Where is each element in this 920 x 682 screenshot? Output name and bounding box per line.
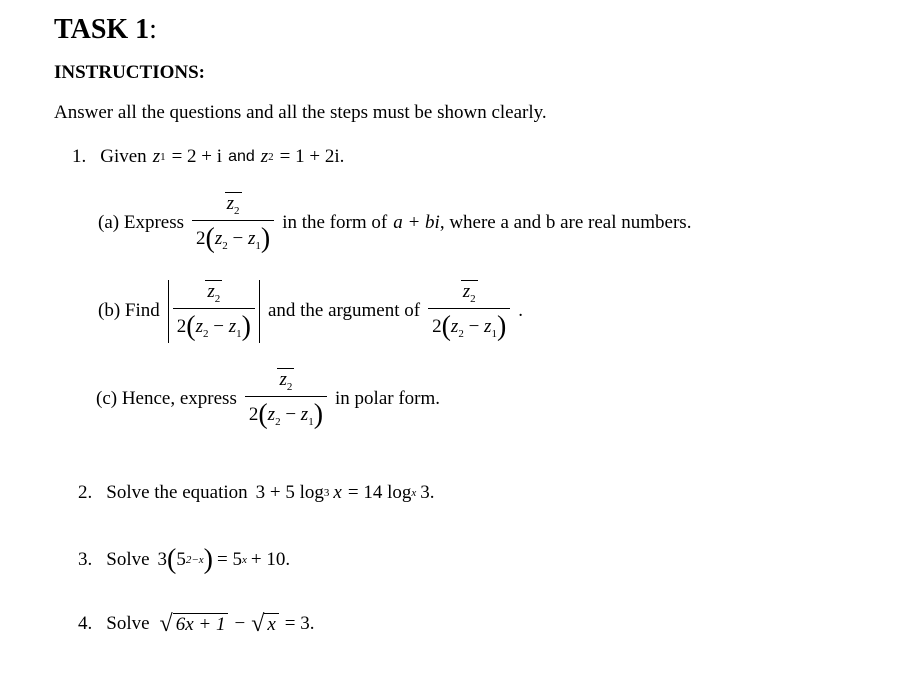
fraction-z2-conj: $\frac{z_2}{2(z_2 - z_1)}$ [192, 192, 274, 255]
sqrt-6x-plus-1: √ 6x + 1 [160, 612, 229, 636]
modulus-expression: $\frac{z_2}{2(z_2 - z_1)}$ [166, 280, 262, 343]
question-1b: (b) Find $\frac{z_2}{2(z_2 - z_1)}$ and the argument of $\frac{z_2}{2(z_2 - z_1)}$ . [98, 281, 524, 342]
instructions-text: Answer all the questions and all the steps must be shown clearly. [54, 102, 547, 123]
instructions-heading: INSTRUCTIONS: [54, 62, 205, 83]
question-1-given: 1. Given z 1 = 2 + i and z 2 = 1 + 2i. [72, 146, 345, 167]
question-4: 4. Solve √ 6x + 1 − √ x = 3. [78, 611, 315, 637]
task-title: TASK 1: [54, 14, 157, 45]
question-1a: (a) Express $\frac{z_2}{2(z_2 - z_1)}$ in the form of a + bi , where a and b are real numbers. [98, 193, 692, 254]
sqrt-x: √ x [251, 612, 279, 636]
question-2: 2. Solve the equation 3 + 5 log 3 x = 14 log x 3. [78, 482, 435, 503]
question-3: 3. Solve 3 ( 5 2−x ) = 5 x + 10. [78, 544, 291, 575]
question-1c: (c) Hence, express $\frac{z_2}{2(z_2 - z_1)}$ in polar form. [96, 369, 441, 430]
